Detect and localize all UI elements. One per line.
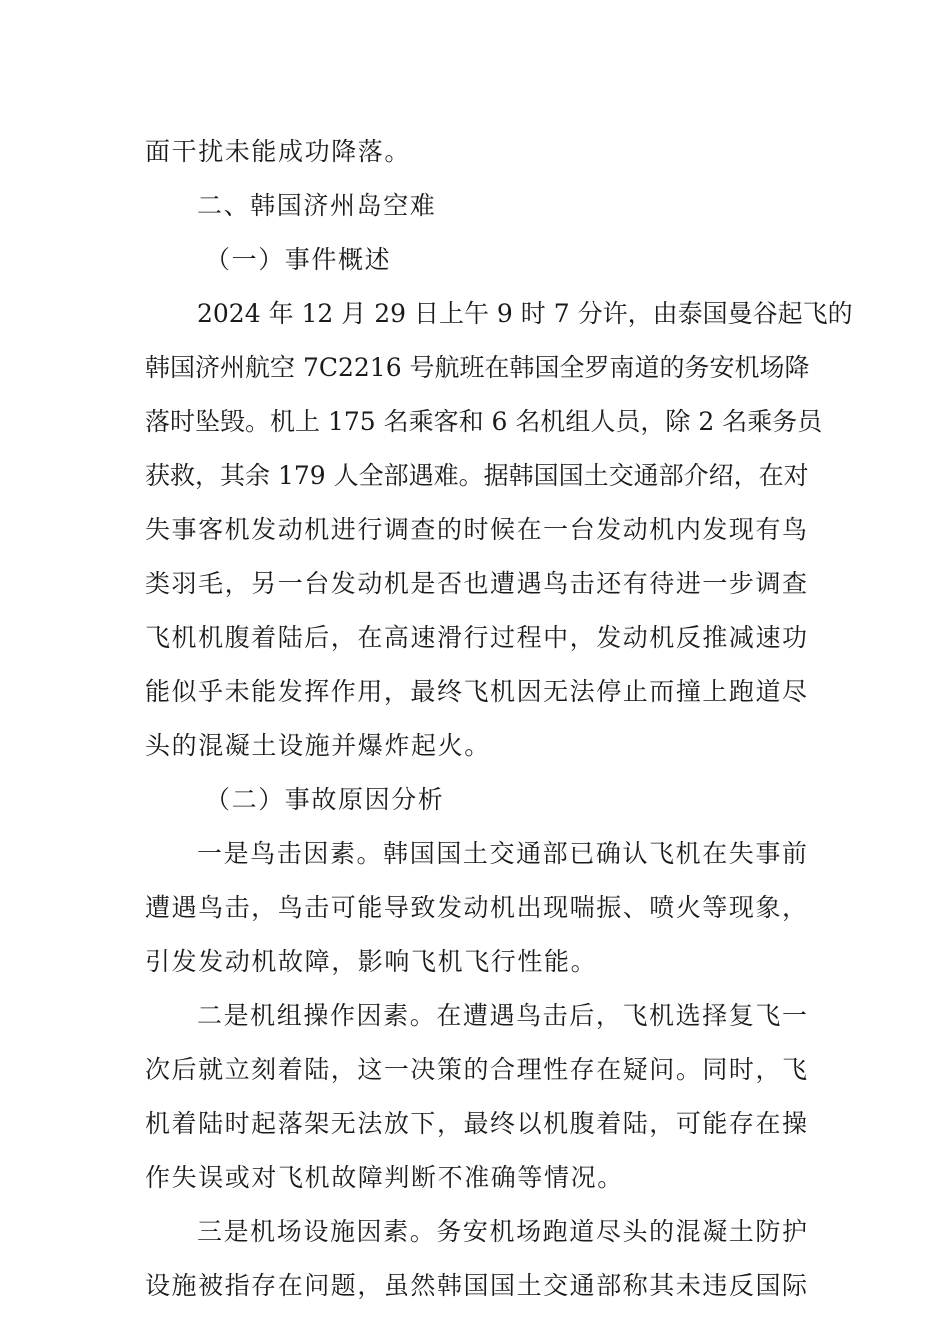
paragraph-line: 次后就立刻着陆，这一决策的合理性存在疑问。同时，飞: [145, 1055, 807, 1084]
paragraph-line: 类羽毛，另一台发动机是否也遭遇鸟击还有待进一步调查: [145, 569, 807, 598]
paragraph-line: 落时坠毁。机上 175 名乘客和 6 名机组人员，除 2 名乘务员: [145, 407, 823, 436]
paragraph-line: 飞机机腹着陆后，在高速滑行过程中，发动机反推减速功: [145, 623, 807, 652]
paragraph-line: 引发发动机故障，影响飞机飞行性能。: [145, 947, 598, 976]
paragraph-line: 二是机组操作因素。在遭遇鸟击后，飞机选择复飞一: [197, 1001, 807, 1030]
paragraph-line: 能似乎未能发挥作用，最终飞机因无法停止而撞上跑道尽: [145, 677, 807, 706]
document-body: [145, 125, 853, 1313]
paragraph-line: 设施被指存在问题，虽然韩国国土交通部称其未违反国际: [145, 1271, 807, 1300]
paragraph-line: 获救，其余 179 人全部遇难。据韩国国土交通部介绍，在对: [145, 461, 809, 490]
paragraph-line: 面干扰未能成功降落。: [145, 137, 412, 166]
paragraph-line: 机着陆时起落架无法放下，最终以机腹着陆，可能存在操: [145, 1109, 807, 1138]
paragraph-line: 失事客机发动机进行调查的时候在一台发动机内发现有鸟: [145, 515, 807, 544]
subsection-heading: （一）事件概述: [205, 245, 392, 274]
section-heading: 二、韩国济州岛空难: [197, 191, 437, 220]
paragraph-line: 三是机场设施因素。务安机场跑道尽头的混凝土防护: [197, 1217, 807, 1246]
paragraph-line: 韩国济州航空 7C2216 号航班在韩国全罗南道的务安机场降: [145, 353, 810, 382]
paragraph-line: 2024 年 12 月 29 日上午 9 时 7 分许，由泰国曼谷起飞的: [197, 299, 853, 328]
paragraph-line: 作失误或对飞机故障判断不准确等情况。: [145, 1163, 624, 1192]
paragraph-line: 头的混凝土设施并爆炸起火。: [145, 731, 491, 760]
subsection-heading: （二）事故原因分析: [205, 785, 445, 814]
paragraph-line: 遭遇鸟击，鸟击可能导致发动机出现喘振、喷火等现象，: [145, 893, 807, 922]
paragraph-line: 一是鸟击因素。韩国国土交通部已确认飞机在失事前: [197, 839, 807, 868]
